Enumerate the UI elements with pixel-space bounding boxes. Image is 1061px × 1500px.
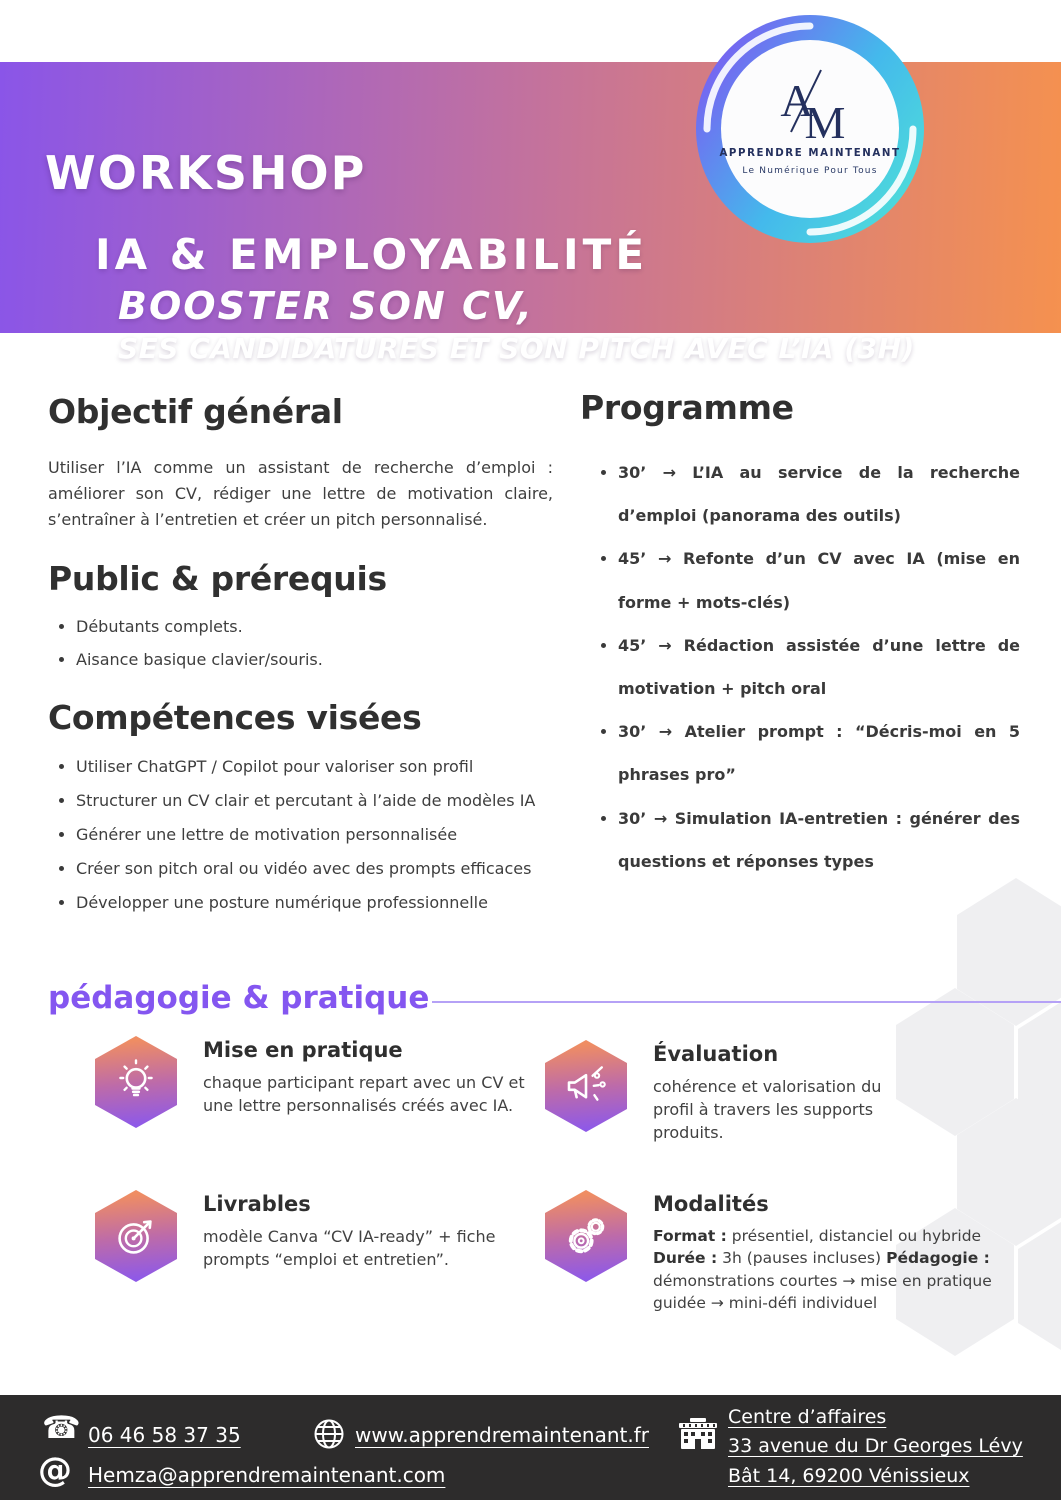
modalites-lines [653,1225,1027,1315]
competences-list [76,757,553,912]
hexagon-badge [95,1036,177,1128]
brand-logo [695,14,925,244]
address-line[interactable]: 33 avenue du Dr Georges Lévy [728,1435,1023,1458]
feature-title: Modalités [653,1192,769,1216]
lightbulb-icon [112,1058,160,1106]
feature-mise-en-pratique [95,1036,555,1128]
logo-name: APPRENDRE MAINTENANT [719,148,901,159]
programme-item: • 30’ → Atelier prompt : “Décris-moi en 5 phrases pro” [618,710,1020,796]
section-objectif-title: Objectif général [48,392,343,431]
feature-body: cohérence et valorisation du profil à travers les supports produits. [653,1077,882,1143]
feature-title: Livrables [203,1192,311,1216]
website-link[interactable]: www.apprendremaintenant.fr [355,1423,649,1447]
hexagon-badge [545,1040,627,1132]
feature-livrables [95,1190,533,1282]
list-item: • Créer son pitch oral ou vidéo avec des prompts efficaces [76,859,553,878]
right-column [580,388,1020,883]
feature-body: modèle Canva “CV IA-ready” + fiche prompts “emploi et entretien”. [203,1227,496,1270]
programme-item: • 45’ → Refonte d’un CV avec IA (mise en forme + mots-clés) [618,537,1020,623]
pedagogie-title: pédagogie & pratique [48,980,430,1016]
hero-subtitle-1: BOOSTER SON CV, [118,284,534,328]
programme-item: • 30’ → L’IA au service de la recherche d’emploi (panorama des outils) [618,451,1020,537]
hexagon-badge [95,1190,177,1282]
logo-tagline: Le Numérique Pour Tous [742,166,878,176]
phone-link[interactable]: 06 46 58 37 35 [88,1423,241,1447]
section-competences-title: Compétences visées [48,697,422,737]
feature-title: Évaluation [653,1042,779,1066]
list-item: • Débutants complets. [76,614,553,640]
workshop-kicker: WORKSHOP [45,146,367,200]
address-line[interactable]: Bât 14, 69200 Vénissieux [728,1464,970,1487]
programme-list [580,451,1020,883]
address-line[interactable]: Centre d’affaires [728,1406,887,1428]
target-icon [112,1212,160,1260]
email-link[interactable]: Hemza@apprendremaintenant.com [88,1463,446,1487]
programme-item: • 45’ → Rédaction assistée d’une lettre de motivation + pitch oral [618,624,1020,710]
feature-title: Mise en pratique [203,1038,403,1062]
megaphone-icon [562,1062,610,1110]
monogram-m: M [804,97,846,148]
left-column [48,392,553,927]
pedagogie-divider [432,1001,1061,1003]
address-block [728,1403,1023,1491]
gears-icon [562,1212,610,1260]
footer [0,1395,1061,1500]
list-item: • Générer une lettre de motivation personnalisée [76,825,553,844]
hero-banner [0,62,1061,365]
modalites-line: Format : présentiel, distanciel ou hybride [653,1227,982,1245]
list-item: • Structurer un CV clair et percutant à l’aide de modèles IA [76,791,553,810]
phone-icon: ☎ [42,1410,81,1446]
public-list [76,614,553,674]
list-item: • Développer une posture numérique professionnelle [76,893,553,912]
monogram-a: A [780,75,814,126]
programme-item: • 30’ → Simulation IA-entretien : générer des questions et réponses types [618,797,1020,883]
list-item: • Aisance basique clavier/souris. [76,647,553,673]
modalites-line: Pédagogie : démonstrations courtes → mise en pratique guidée → mini-défi individuel [653,1249,992,1313]
section-public-title: Public & prérequis [48,558,387,598]
hero-title: IA & EMPLOYABILITÉ [95,230,649,279]
modalites-line: Durée : 3h (pauses incluses) [653,1249,882,1268]
list-item: • Utiliser ChatGPT / Copilot pour valoriser son profil [76,757,553,776]
hexagon-badge [545,1190,627,1282]
hero-subtitle-2: SES CANDIDATURES ET SON PITCH AVEC L’IA (3H) [118,332,915,365]
feature-evaluation [545,1040,909,1145]
building-icon [678,1415,718,1455]
section-programme-title: Programme [580,388,794,427]
feature-body: chaque participant repart avec un CV et une lettre personnalisés créés avec IA. [203,1073,525,1116]
globe-icon [312,1417,346,1455]
at-icon: @ [38,1450,72,1490]
objectif-body: Utiliser l’IA comme un assistant de recherche d’emploi : améliorer son CV, rédiger une lettre de motivation claire, s’entraîner à l’entretien et créer un pitch personnalisé. [48,458,553,529]
feature-modalites [545,1190,1027,1315]
